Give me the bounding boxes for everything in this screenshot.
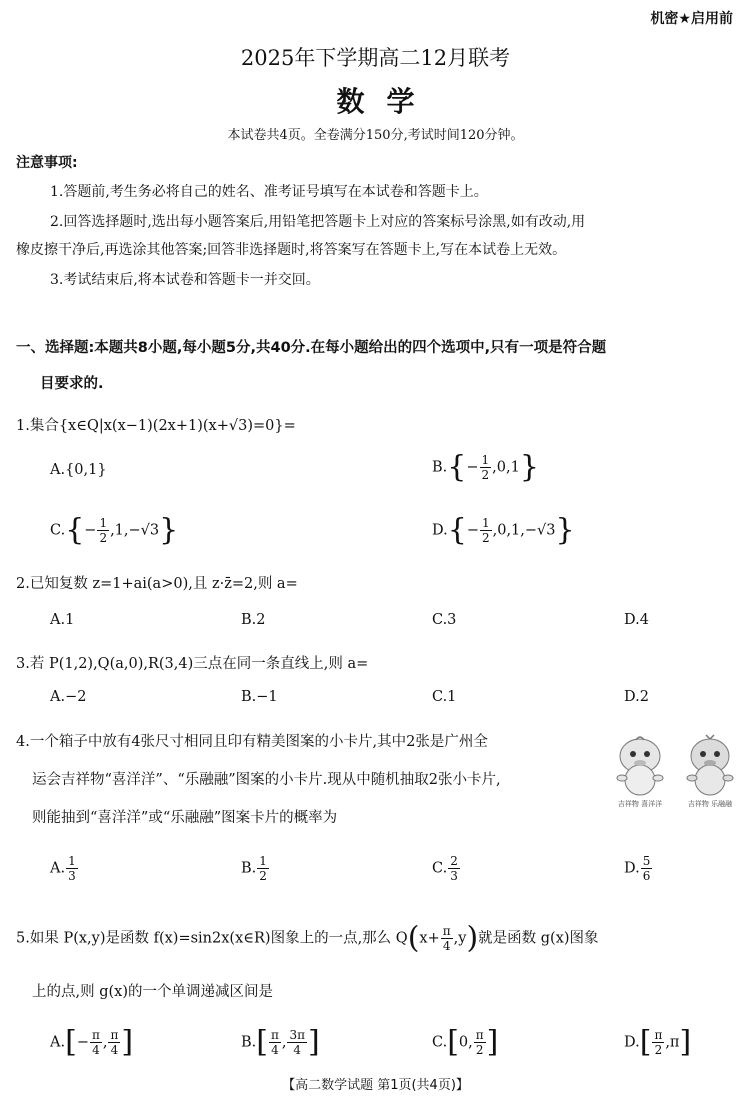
subject-title: 数学 <box>336 85 437 118</box>
fraction <box>652 1028 664 1057</box>
q2-option-c: C.3 <box>432 612 457 628</box>
q3-stem: 3.若 P(1,2),Q(a,0),R(3,4)三点在同一条直线上,则 a= <box>16 656 369 672</box>
bracket-right: ] <box>308 1024 320 1060</box>
q5-qpt-left: x+ <box>419 930 440 947</box>
q5-option-b <box>241 1024 320 1060</box>
section-heading-line2: 目要求的. <box>40 376 104 392</box>
frac-num: π <box>110 1028 119 1042</box>
frac-den: 4 <box>110 1043 119 1057</box>
option-label: C. <box>432 1034 448 1051</box>
frac-den: 4 <box>271 1043 279 1057</box>
q5-option-c <box>432 1024 499 1060</box>
brace-right: } <box>555 512 575 548</box>
brace-left: { <box>447 449 467 485</box>
mascot-lerongrong-icon <box>682 734 738 798</box>
bracket-left: [ <box>65 1024 77 1060</box>
q1-option-c <box>50 512 179 548</box>
fraction <box>474 1028 486 1057</box>
frac-num: π <box>654 1028 663 1042</box>
fraction <box>448 854 460 883</box>
bracket-left: [ <box>639 1024 652 1060</box>
q2-option-a: A.1 <box>50 612 75 628</box>
confidential-label: 机密★启用前 <box>650 11 733 27</box>
fraction <box>441 924 453 953</box>
q5-line2: 上的点,则 g(x)的一个单调递减区间是 <box>32 984 273 1000</box>
q2-option-b: B.2 <box>241 612 266 628</box>
brace-right: } <box>519 449 539 485</box>
fraction <box>480 516 492 545</box>
neg-sign: − <box>84 522 97 539</box>
frac-den: 2 <box>259 869 267 883</box>
fraction <box>97 516 109 545</box>
q3-option-b: B.−1 <box>241 689 278 705</box>
frac-num: π <box>270 1028 279 1042</box>
mascot1-caption: 吉祥物 喜洋洋 <box>617 800 663 808</box>
q4-option-a <box>50 854 79 883</box>
q1-b-rest: ,0,1 <box>492 459 520 476</box>
frac-num: π <box>475 1028 484 1042</box>
brace-left: { <box>447 512 467 548</box>
frac-den: 2 <box>481 468 490 482</box>
notice-item-2: 2.回答选择题时,选出每小题答案后,用铅笔把答题卡上对应的答案标号涂黑,如有改动,用 <box>50 214 586 230</box>
paren-right: ) <box>466 920 479 956</box>
comma: , <box>102 1034 108 1051</box>
section-heading <box>16 330 736 402</box>
zero: 0, <box>458 1034 473 1051</box>
frac-den: 2 <box>481 531 490 545</box>
page-footer: 【高二数学试题 第1页(共4页)】 <box>282 1078 469 1093</box>
frac-den: 4 <box>293 1043 302 1057</box>
q5-option-a <box>50 1024 134 1060</box>
fraction <box>108 1028 120 1057</box>
q1-c-label: C. <box>50 522 66 539</box>
option-label: C. <box>432 860 448 877</box>
frac-num: 1 <box>99 516 108 530</box>
bracket-left: [ <box>256 1024 268 1060</box>
exam-title: 2025年下学期高二12月联考 <box>240 46 511 70</box>
q3-option-d: D.2 <box>624 689 649 705</box>
q1-d-rest: ,0,1,−√3 <box>492 522 556 539</box>
frac-num: π <box>91 1028 100 1042</box>
option-label: B. <box>241 860 257 877</box>
frac-num: 1 <box>259 854 267 868</box>
q1-b-label: B. <box>432 459 448 476</box>
option-label: D. <box>624 1034 640 1051</box>
q2-stem: 2.已知复数 z=1+ai(a>0),且 z·z̄=2,则 a= <box>16 576 298 592</box>
bracket-left: [ <box>447 1024 459 1060</box>
q1-d-label: D. <box>432 522 448 539</box>
q1-stem: 1.集合{x∈Q|x(x−1)(2x+1)(x+√3)=0}= <box>16 418 296 434</box>
fraction <box>90 1028 102 1057</box>
notice-item-3: 3.考试结束后,将本试卷和答题卡一并交回。 <box>50 272 320 288</box>
fraction <box>66 854 78 883</box>
mascot-xiyangyang-icon <box>612 734 668 798</box>
q4-option-b <box>241 854 270 883</box>
q1-option-d <box>432 512 575 548</box>
option-label: B. <box>241 1034 257 1051</box>
q5-option-d <box>624 1024 692 1060</box>
bracket-right: ] <box>679 1024 692 1060</box>
paren-left: ( <box>407 920 420 956</box>
fraction <box>641 854 653 883</box>
option-label: D. <box>624 860 640 877</box>
pi-end: ,π <box>665 1034 680 1051</box>
neg-sign: − <box>466 459 479 476</box>
q1-option-a: A.{0,1} <box>50 462 107 478</box>
frac-den: 3 <box>450 869 458 883</box>
frac-num: 1 <box>481 453 490 467</box>
frac-den: 3 <box>68 869 76 883</box>
option-label: A. <box>50 1034 66 1051</box>
fraction <box>287 1028 307 1057</box>
q5-qpt-right: ,y <box>453 930 467 947</box>
q1-c-rest: ,1,−√3 <box>110 522 160 539</box>
bracket-right: ] <box>486 1024 499 1060</box>
notice-heading: 注意事项: <box>16 155 78 171</box>
fraction <box>257 854 269 883</box>
frac-den: 2 <box>654 1043 663 1057</box>
q4-line1: 4.一个箱子中放有4张尺寸相同且印有精美图案的小卡片,其中2张是广州全 <box>16 734 488 750</box>
notice-item-1: 1.答题前,考生务必将自己的姓名、准考证号填写在本试卷和答题卡上。 <box>50 184 488 200</box>
comma: , <box>281 1034 287 1051</box>
brace-right: } <box>159 512 179 548</box>
neg-sign: − <box>466 522 479 539</box>
brace-left: { <box>65 512 85 548</box>
section-heading-line1: 一、选择题:本题共8小题,每小题5分,共40分.在每小题给出的四个选项中,只有一项是符合题 <box>16 340 607 356</box>
mascot2-caption: 吉祥物 乐融融 <box>687 800 733 808</box>
q1-option-b <box>432 449 539 485</box>
q5-line1-end: 就是函数 g(x)图象 <box>478 930 599 947</box>
frac-den: 2 <box>99 531 108 545</box>
bracket-right: ] <box>121 1024 134 1060</box>
q4-line3: 则能抽到“喜洋洋”或“乐融融”图案卡片的概率为 <box>32 810 338 826</box>
frac-den: 6 <box>642 869 651 883</box>
frac-den: 4 <box>442 939 451 953</box>
q2-option-d: D.4 <box>624 612 649 628</box>
q4-option-d <box>624 854 653 883</box>
option-label: A. <box>50 860 66 877</box>
frac-num: π <box>442 924 451 938</box>
frac-num: 5 <box>642 854 651 868</box>
frac-den: 4 <box>92 1043 100 1057</box>
q3-option-a: A.−2 <box>50 689 87 705</box>
fraction <box>269 1028 281 1057</box>
exam-info: 本试卷共4页。全卷满分150分,考试时间120分钟。 <box>227 128 524 143</box>
frac-den: 2 <box>475 1043 484 1057</box>
q4-option-c <box>432 854 461 883</box>
q5-line1-start: 5.如果 P(x,y)是函数 f(x)=sin2x(x∈R)图象上的一点,那么 Q <box>16 930 408 947</box>
q3-option-c: C.1 <box>432 689 457 705</box>
frac-num: 1 <box>481 516 490 530</box>
frac-num: 3π <box>289 1028 306 1042</box>
neg-sign: − <box>76 1034 89 1051</box>
q5-line1 <box>16 920 599 956</box>
notice-item-2-cont: 橡皮擦干净后,再选涂其他答案;回答非选择题时,将答案写在答题卡上,写在本试卷上无效。 <box>16 242 567 258</box>
fraction <box>480 453 492 482</box>
frac-num: 2 <box>450 854 458 868</box>
frac-num: 1 <box>68 854 76 868</box>
q4-line2: 运会吉祥物“喜洋洋”、“乐融融”图案的小卡片.现从中随机抽取2张小卡片, <box>32 772 501 788</box>
